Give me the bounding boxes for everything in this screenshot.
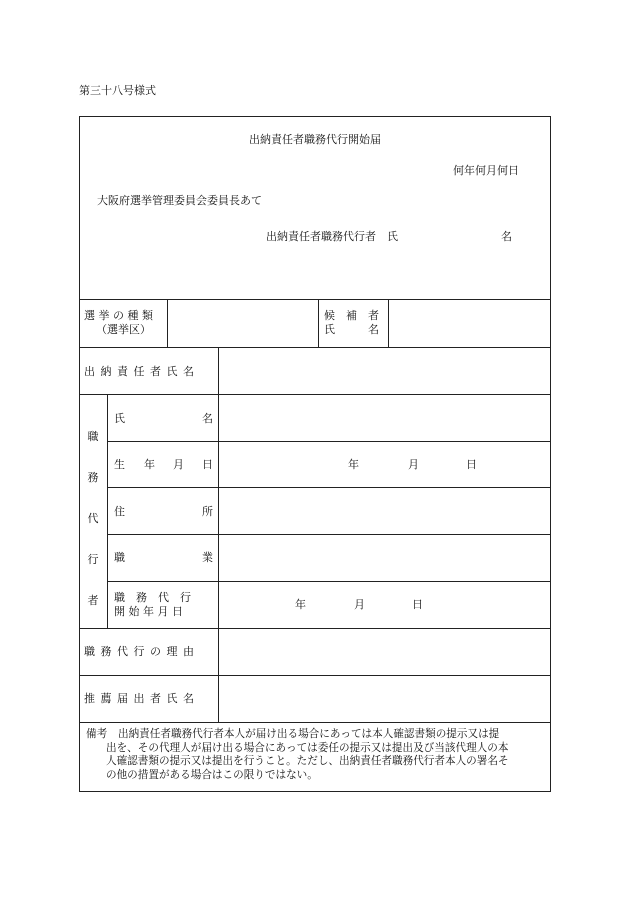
address-label-right: 所 <box>202 505 213 518</box>
rule-treasurer-bottom <box>79 394 551 395</box>
birth-label-1: 生 <box>114 458 125 471</box>
start-year: 年 <box>295 598 306 611</box>
form-title: 出納責任者職務代行開始届 <box>249 133 381 146</box>
election-district-label: （選挙区） <box>96 323 151 336</box>
occupation-label-left: 職 <box>114 551 125 564</box>
candidate-label: 候 補 者 <box>324 309 379 322</box>
birth-day: 日 <box>466 458 477 471</box>
birth-label-3: 月 <box>173 458 184 471</box>
rule-header-bottom <box>79 299 551 300</box>
vrule-candidate-left <box>318 299 319 347</box>
remarks-block <box>86 728 546 782</box>
birth-year: 年 <box>348 458 359 471</box>
rule-deputy-4 <box>107 581 551 582</box>
rule-deputy-bottom <box>79 628 551 629</box>
remarks-head: 備考 <box>86 728 108 740</box>
election-type-label: 選 挙 の 種 類 <box>84 309 153 322</box>
signer-suffix: 名 <box>501 230 512 243</box>
vrule-candidate-right <box>388 299 389 347</box>
rule-recommender-bottom <box>79 722 551 723</box>
vrule-deputy-side <box>107 394 108 628</box>
birth-month: 月 <box>408 458 419 471</box>
deputy-name-label-left: 氏 <box>114 412 125 425</box>
birth-label-2: 年 <box>144 458 155 471</box>
start-date-label-line1: 職 務 代 行 <box>114 591 191 604</box>
treasurer-name-label: 出 納 責 任 者 氏 名 <box>84 365 195 378</box>
remarks-line-1: 出納責任者職務代行者本人が届け出る場合にあっては本人確認書類の提示又は提 <box>118 728 500 740</box>
rule-deputy-2 <box>107 487 551 488</box>
remarks-line-4: の他の措置がある場合はこの限りではない。 <box>106 768 318 781</box>
address-label-left: 住 <box>114 505 125 518</box>
date-line: 何年何月何日 <box>453 164 519 177</box>
deputy-side-label: 職 務 代 行 者 <box>87 430 99 607</box>
rule-election-bottom <box>79 347 551 348</box>
recommender-label: 推 薦 届 出 者 氏 名 <box>84 692 195 705</box>
rule-deputy-3 <box>107 534 551 535</box>
remarks-line-2: 出を、その代理人が届け出る場合にあっては委任の提示又は提出及び当該代理人の本 <box>106 741 509 754</box>
vrule-label-column <box>218 347 219 722</box>
rule-reason-bottom <box>79 675 551 676</box>
candidate-name-label: 氏 名 <box>324 323 379 336</box>
remarks-line-3: 人確認書類の提示又は提出を行うこと。ただし、出納責任者職務代行者本人の署名そ <box>106 755 509 767</box>
start-date-label-line2: 開 始 年 月 日 <box>114 605 183 618</box>
birth-label-4: 日 <box>202 458 213 471</box>
start-day: 日 <box>412 598 423 611</box>
addressee: 大阪府選挙管理委員会委員長あて <box>97 194 262 207</box>
deputy-name-label-right: 名 <box>202 412 213 425</box>
signer-label: 出納責任者職務代行者 氏 <box>266 230 398 243</box>
form-frame <box>79 116 551 792</box>
occupation-label-right: 業 <box>202 551 213 564</box>
vrule-election-type <box>167 299 168 347</box>
form-number: 第三十八号様式 <box>79 84 156 97</box>
start-month: 月 <box>354 598 365 611</box>
reason-label: 職 務 代 行 の 理 由 <box>84 645 195 658</box>
rule-deputy-1 <box>107 441 551 442</box>
